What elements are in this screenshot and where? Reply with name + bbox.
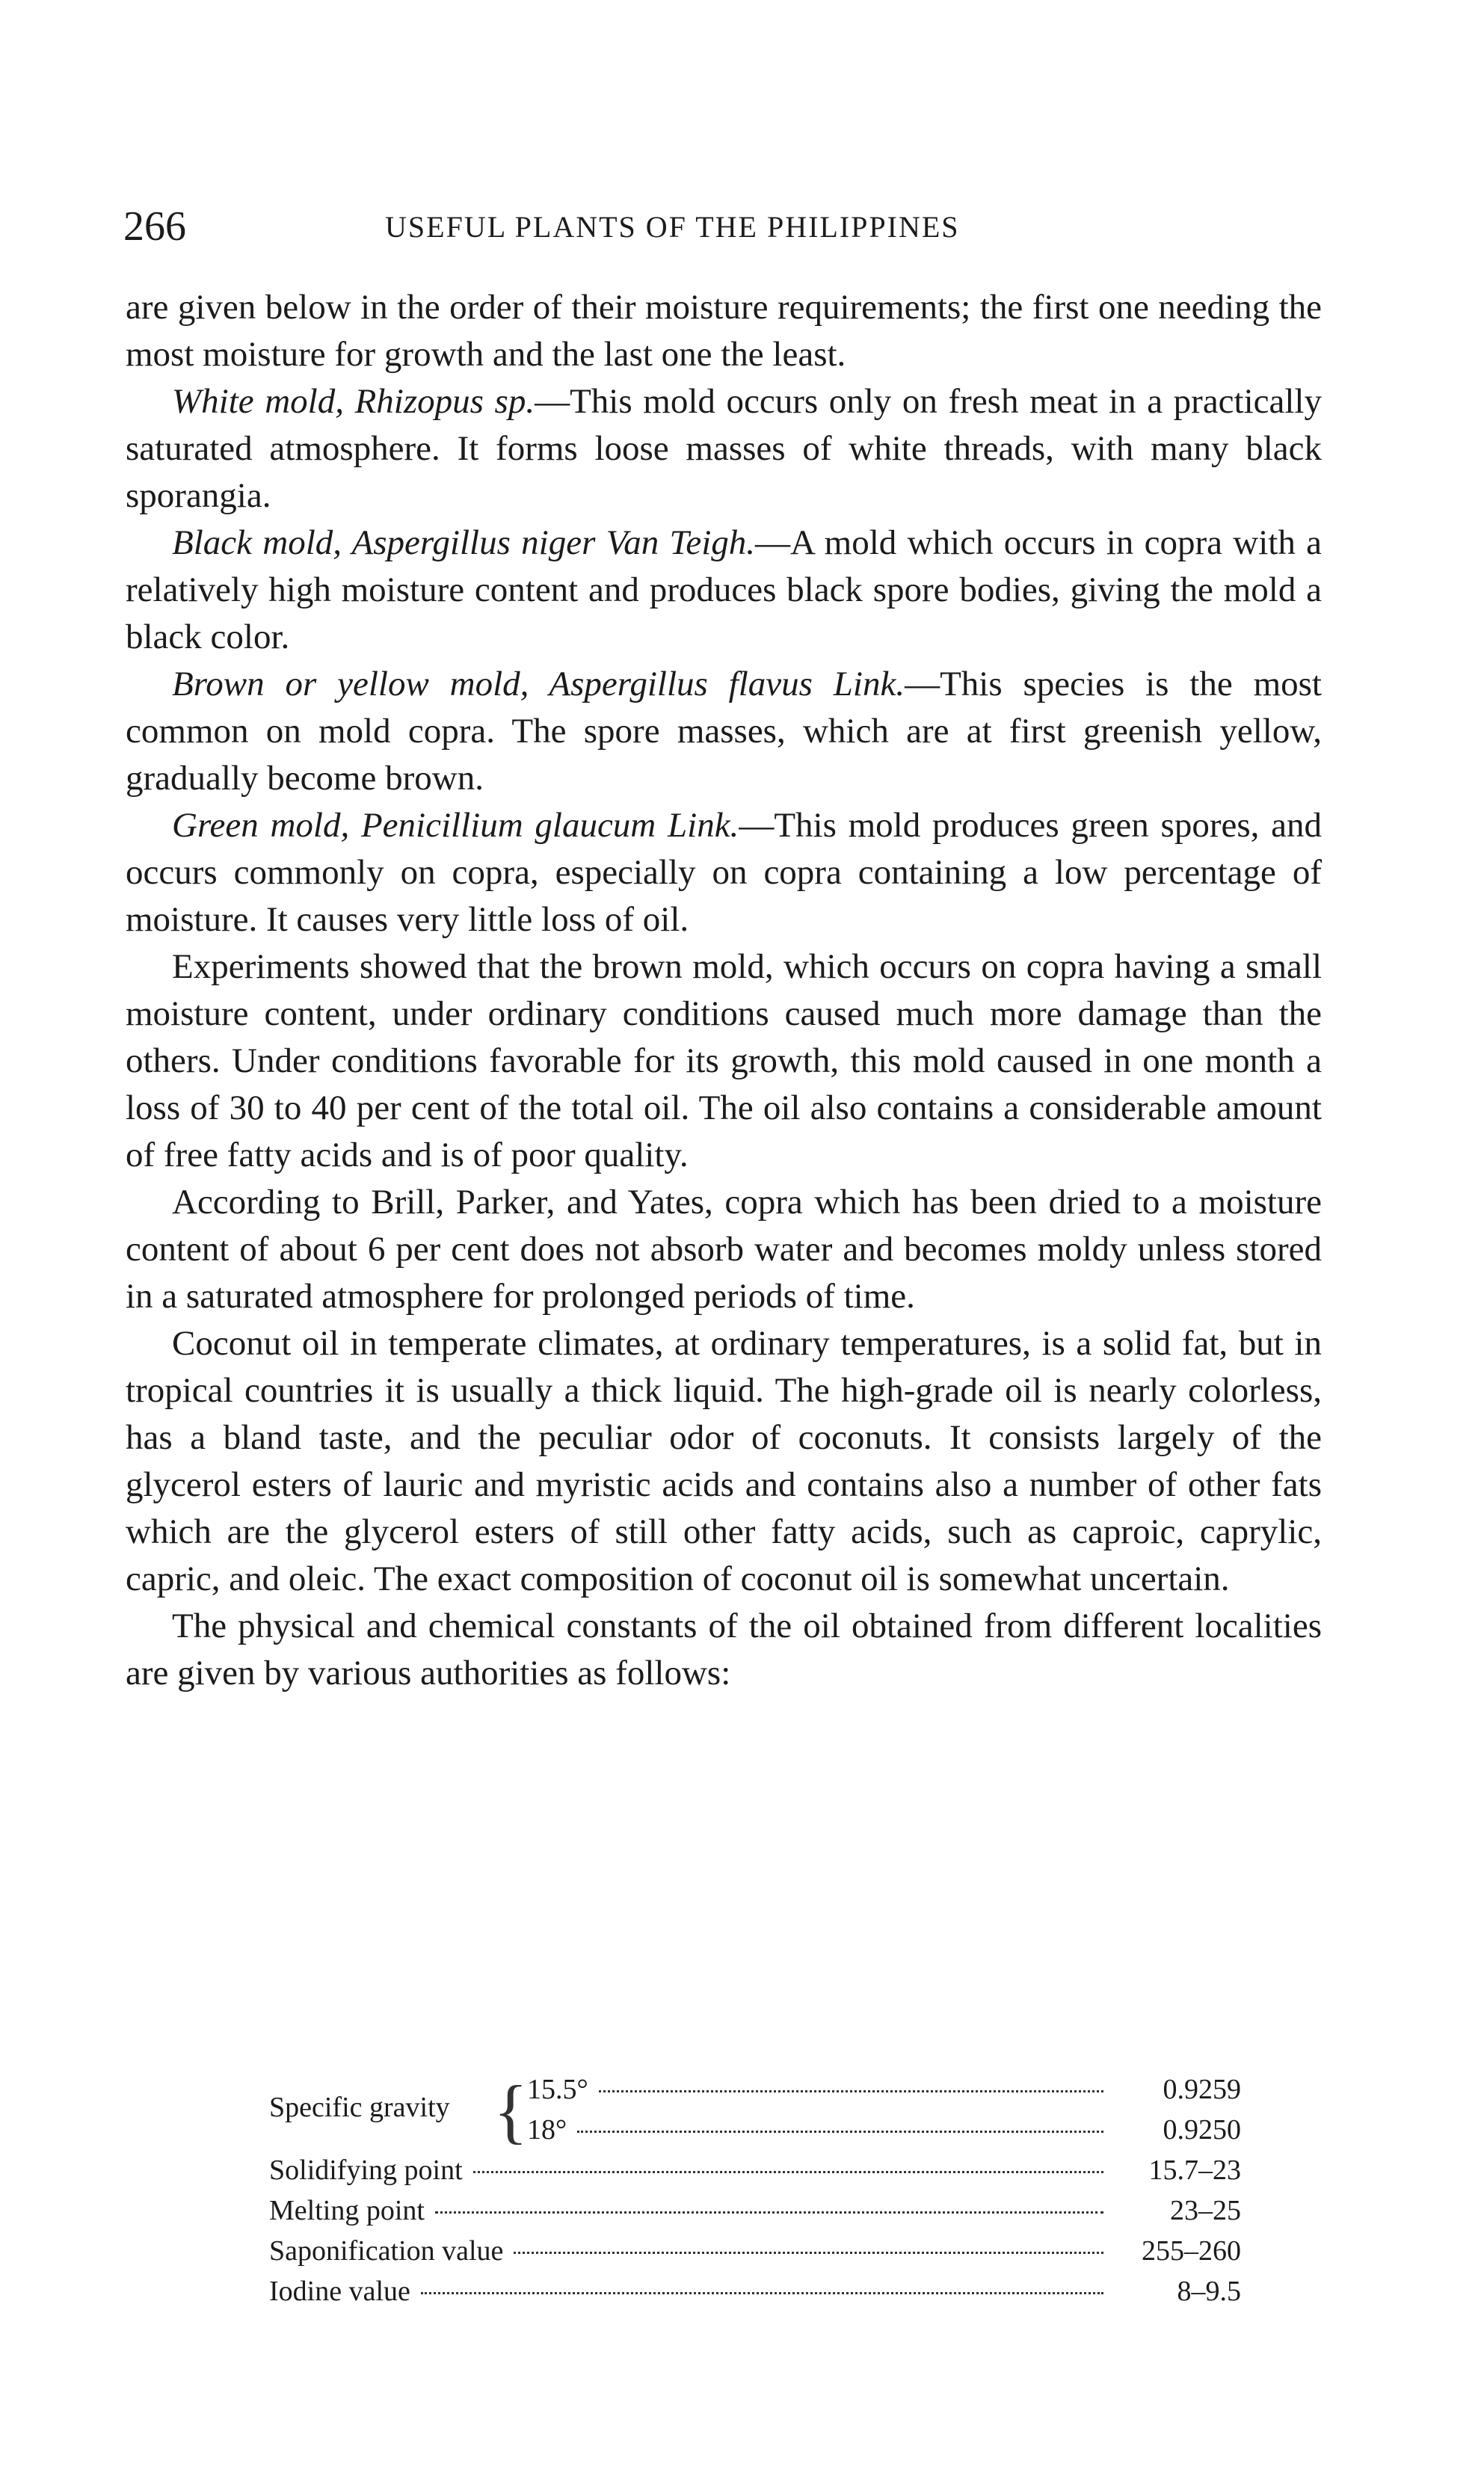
paragraph: Green mold, Penicillium glaucum Link.—This mold produces green spores, and occurs commonly on copra, especially on copra containing a low percentage of moisture. It causes very little loss of oil. — [126, 806, 1322, 939]
mold-heading: Black mold, Aspergillus niger Van Teigh. — [172, 523, 756, 562]
table-row — [269, 2150, 1241, 2190]
table-row — [527, 2069, 1241, 2110]
value-cell: 0.9250 — [1163, 2114, 1241, 2146]
paragraph: Experiments showed that the brown mold, which occurs on copra having a small moisture content, under ordinary conditions caused much more damage than the others. Under conditions favorable for its growth, this mold caused in one month a loss of 30 to 40 per cent of the total oil. The oil also contains a considerable amount of free fatty acids and is of poor quality. — [126, 947, 1322, 1174]
paragraph: Coconut oil in temperate climates, at ordinary temperatures, is a solid fat, but in tropical countries it is usually a thick liquid. The high-grade oil is nearly colorless, has a bland taste, and the peculiar odor of coconuts. It consists largely of the glycerol esters of lauric and myristic acids and contains also a number of other fats which are the glycerol esters of still other fatty acids, such as caproic, caprylic, capric, and oleic. The exact composition of coconut oil is somewhat uncertain. — [126, 1324, 1322, 1598]
specific-gravity-group — [269, 2069, 1241, 2150]
running-title: USEFUL PLANTS OF THE PHILIPPINES — [385, 210, 960, 244]
paragraph: Black mold, Aspergillus niger Van Teigh.—A mold which occurs in copra with a relatively high moisture content and produces black spore bodies, giving the mold a black color. — [126, 523, 1323, 656]
dot-leader — [599, 2090, 1103, 2092]
table-row — [269, 2190, 1241, 2231]
label-cell: Iodine value — [269, 2276, 410, 2307]
mold-heading: White mold, Rhizopus sp. — [172, 382, 535, 421]
dot-leader — [421, 2292, 1103, 2294]
table-row — [269, 2231, 1241, 2271]
label-cell: Solidifying point — [269, 2155, 463, 2186]
specific-gravity-label: Specific gravity — [269, 2092, 450, 2123]
label-cell: Melting point — [269, 2195, 425, 2226]
paragraph: are given below in the order of their moisture requirements; the first one needing the most moisture for growth and the last one the least. — [126, 288, 1322, 374]
dot-leader — [577, 2131, 1103, 2133]
temperature-label: 18° — [527, 2114, 567, 2146]
paragraph: According to Brill, Parker, and Yates, copra which has been dried to a moisture content of about 6 per cent does not absorb water and becomes moldy unless stored in a saturated atmosphere for prolonged periods of time. — [126, 1183, 1322, 1316]
constants-table — [269, 2069, 1241, 2312]
mold-heading: Green mold, Penicillium glaucum Link. — [172, 806, 739, 845]
page-number: 266 — [123, 203, 186, 250]
page-header — [123, 200, 1320, 253]
label-cell: Saponification value — [269, 2235, 504, 2267]
paragraph: The physical and chemical constants of the oil obtained from different localities are given by various authorities as follows: — [126, 1607, 1322, 1693]
value-cell: 23–25 — [1170, 2195, 1241, 2226]
table-row — [269, 2271, 1241, 2312]
brace-icon: { — [493, 2071, 529, 2151]
mold-heading: Brown or yellow mold, Aspergillus flavus Link. — [172, 665, 905, 703]
temperature-label: 15.5° — [527, 2074, 588, 2105]
value-cell: 255–260 — [1142, 2235, 1241, 2267]
table-row — [527, 2110, 1241, 2150]
value-cell: 8–9.5 — [1177, 2276, 1241, 2307]
dot-leader — [473, 2171, 1103, 2173]
dot-leader — [514, 2252, 1103, 2254]
dot-leader — [435, 2211, 1103, 2214]
value-cell: 0.9259 — [1163, 2074, 1241, 2105]
paragraph: White mold, Rhizopus sp.—This mold occurs only on fresh meat in a practically saturated atmosphere. It forms loose masses of white threads, with many black sporangia. — [126, 382, 1322, 515]
value-cell: 15.7–23 — [1148, 2155, 1241, 2186]
body-text — [126, 284, 1322, 1697]
paragraph: Brown or yellow mold, Aspergillus flavus Link.—This species is the most common on mold copra. The spore masses, which are at first greenish yellow, gradually become brown. — [126, 665, 1322, 798]
